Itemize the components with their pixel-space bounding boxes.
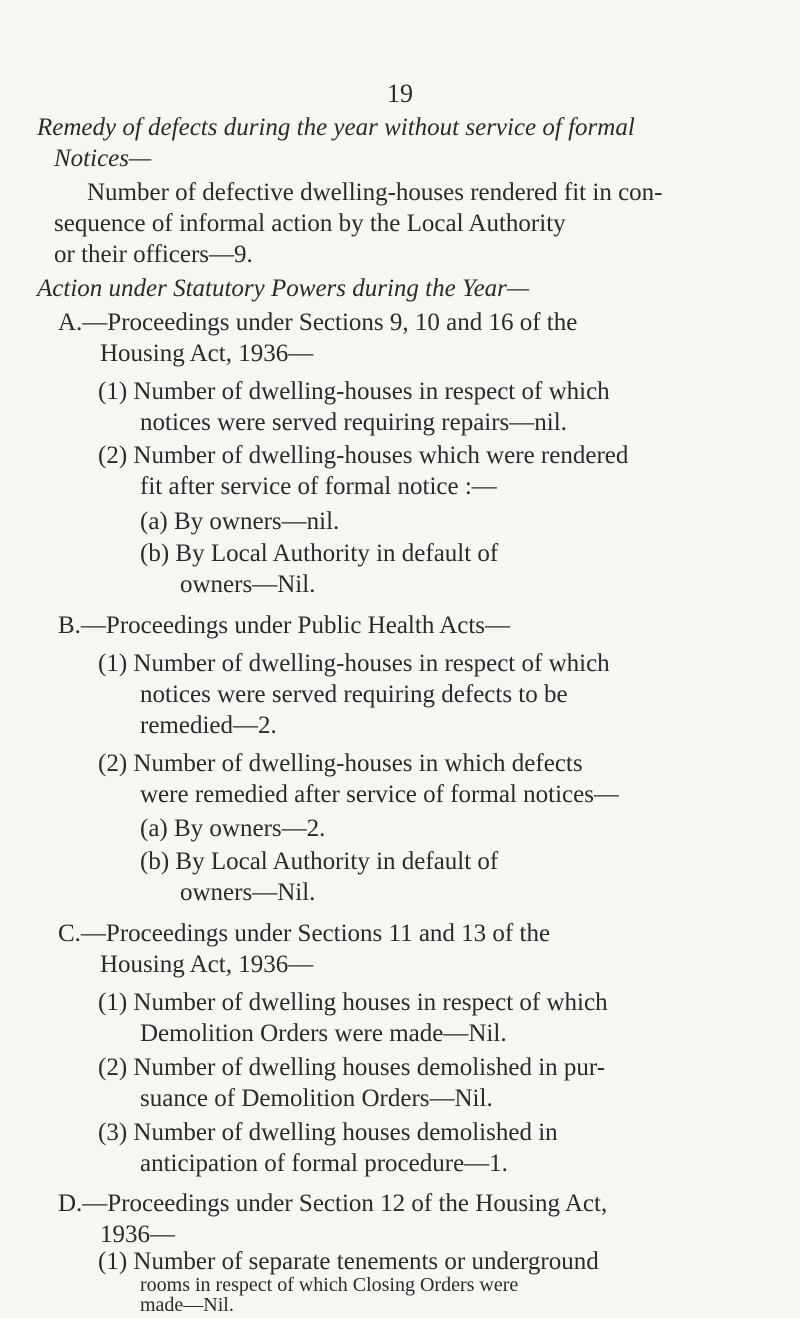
section-a-item1-line1: (1) Number of dwelling-houses in respect of which	[98, 378, 610, 405]
section-b-item1-line3: remedied—2.	[140, 712, 277, 739]
section-c-item2-line1: (2) Number of dwelling houses demolished in pur-	[98, 1054, 606, 1081]
page-number: 19	[387, 79, 413, 108]
para-informal-line3: or their officers—9.	[54, 241, 253, 268]
section-d-item1-line2: rooms in respect of which Closing Orders were	[140, 1274, 519, 1296]
section-b-line1: B.—Proceedings under Public Health Acts—	[58, 612, 511, 639]
section-a-sub-b-line1: (b) By Local Authority in default of	[140, 540, 499, 567]
section-c-item3-line2: anticipation of formal procedure—1.	[140, 1150, 508, 1177]
section-a-line1: A.—Proceedings under Sections 9, 10 and 16 of the	[58, 309, 578, 336]
heading-statutory: Action under Statutory Powers during the Year—	[37, 275, 530, 302]
section-c-line1: C.—Proceedings under Sections 11 and 13 of the	[58, 920, 551, 947]
section-a-item1-line2: notices were served requiring repairs—nil.	[140, 409, 567, 436]
section-a-sub-a: (a) By owners—nil.	[140, 508, 340, 535]
section-c-line2: Housing Act, 1936—	[100, 951, 314, 978]
section-d-item1-line3: made—Nil.	[140, 1294, 234, 1316]
para-informal-line1: Number of defective dwelling-houses rendered fit in con-	[87, 179, 663, 206]
section-d-item1-line1: (1) Number of separate tenements or underground	[98, 1248, 599, 1275]
section-b-item1-line1: (1) Number of dwelling-houses in respect of which	[98, 650, 610, 677]
section-a-item2-line1: (2) Number of dwelling-houses which were rendered	[98, 442, 629, 469]
section-c-item3-line1: (3) Number of dwelling houses demolished in	[98, 1119, 558, 1146]
section-c-item1-line2: Demolition Orders were made—Nil.	[140, 1020, 507, 1047]
section-b-item1-line2: notices were served requiring defects to be	[140, 681, 568, 708]
section-d-line1: D.—Proceedings under Section 12 of the Housing Act,	[58, 1190, 608, 1217]
section-b-sub-b-line2: owners—Nil.	[180, 879, 316, 906]
section-c-item2-line2: suance of Demolition Orders—Nil.	[140, 1085, 493, 1112]
section-a-sub-b-line2: owners—Nil.	[180, 571, 316, 598]
section-b-item2-line1: (2) Number of dwelling-houses in which defects	[98, 750, 583, 777]
section-b-sub-b-line1: (b) By Local Authority in default of	[140, 848, 499, 875]
section-b-sub-a: (a) By owners—2.	[140, 815, 326, 842]
section-a-line2: Housing Act, 1936—	[100, 340, 314, 367]
section-d-line2: 1936—	[100, 1221, 175, 1248]
section-a-item2-line2: fit after service of formal notice :—	[140, 473, 497, 500]
para-informal-line2: sequence of informal action by the Local Authority	[54, 210, 566, 237]
heading-remedy-line1: Remedy of defects during the year without service of formal	[37, 114, 635, 141]
section-b-item2-line2: were remedied after service of formal notices—	[140, 781, 619, 808]
section-c-item1-line1: (1) Number of dwelling houses in respect of which	[98, 989, 608, 1016]
heading-remedy-line2: Notices—	[54, 145, 152, 172]
